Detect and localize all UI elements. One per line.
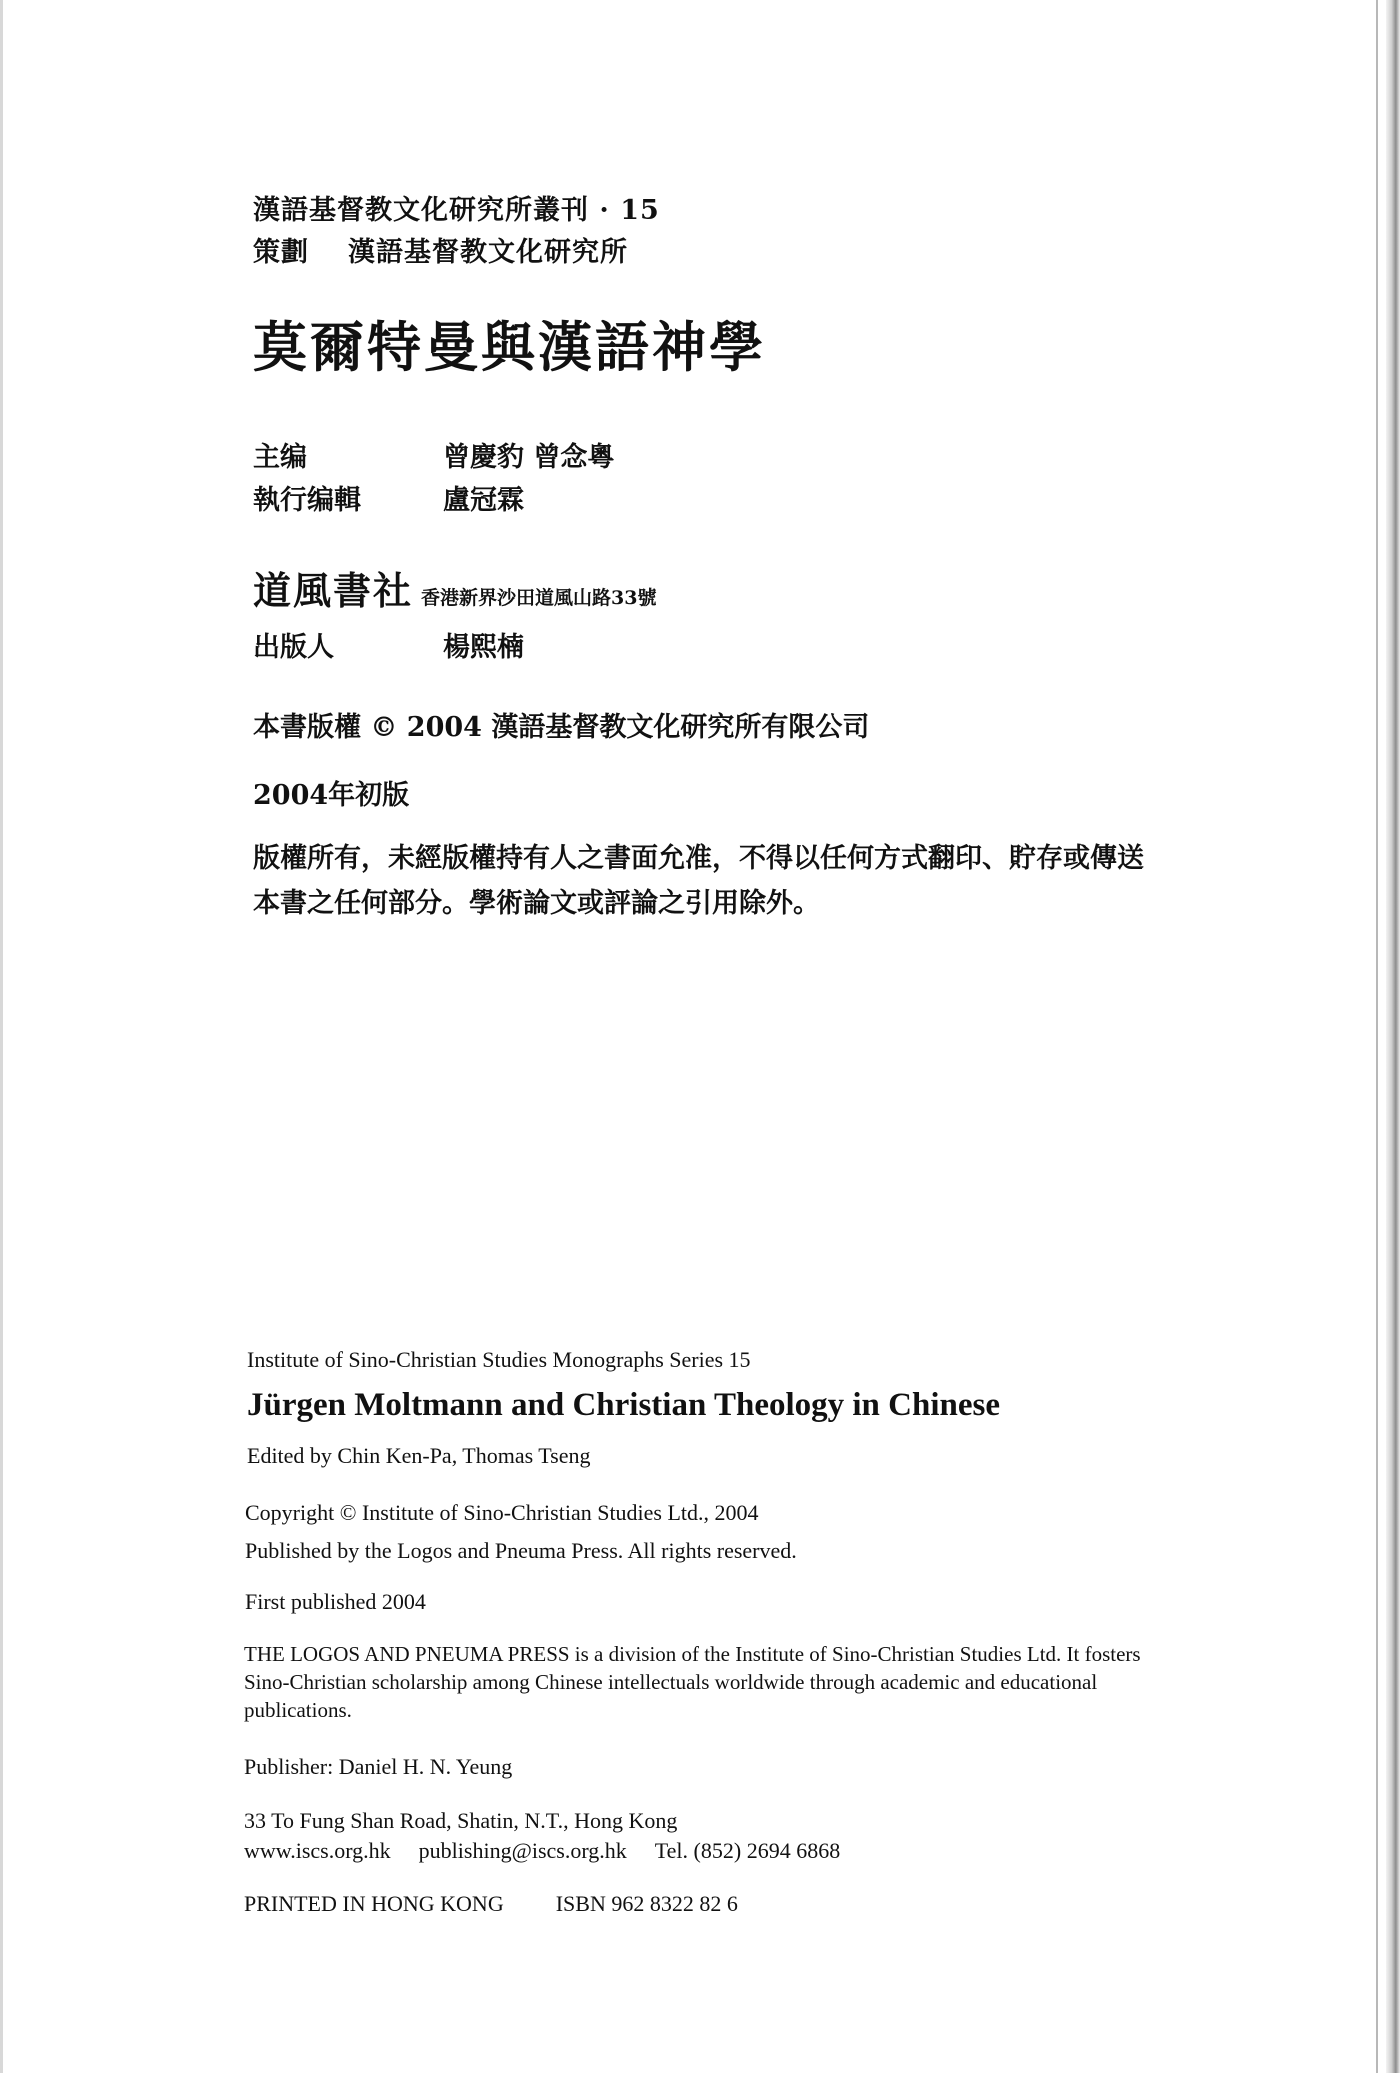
zh-editor-row [253,435,614,474]
en-publisher: Publisher: Daniel H. N. Yeung [244,1754,513,1779]
zh-series-line: 漢語基督教文化研究所叢刊 · 15 [253,195,660,226]
zh-press-address: 香港新界沙田道風山路33號 [421,587,657,609]
zh-first-edition: 2004年初版 [253,780,410,811]
en-contact-line [244,1838,840,1864]
zh-planning-line [253,230,628,269]
zh-press-name: 道風書社 [253,568,414,613]
zh-exec-editor-value: 盧冠霖 [443,485,524,516]
zh-publisher-label: 出版人 [253,632,334,663]
en-edited-by: Edited by Chin Ken-Pa, Thomas Tseng [247,1443,591,1468]
en-telephone: Tel. (852) 2694 6868 [654,1838,841,1863]
en-print-line [244,1891,738,1917]
en-book-title: Jürgen Moltmann and Christian Theology in Chinese [247,1387,1001,1423]
zh-editor-label: 主编 [253,442,307,473]
en-press-description: THE LOGOS AND PNEUMA PRESS is a division of the Institute of Sino-Christian Studies Ltd. It fosters Sino-Christian scholarship among Chinese intellectuals worldwide through academic and educational publications. [244,1642,1141,1722]
zh-planning-value: 漢語基督教文化研究所 [348,237,628,268]
zh-publisher-row [253,625,524,664]
en-isbn: ISBN 962 8322 82 6 [555,1891,738,1916]
zh-rights-notice [253,836,1203,926]
zh-book-title: 莫爾特曼與漢語神學 [253,315,766,379]
zh-publisher-value: 楊熙楠 [443,632,524,663]
en-copyright: Copyright © Institute of Sino-Christian Studies Ltd., 2004 [245,1500,759,1525]
page-edge-left [0,0,3,2073]
en-address: 33 To Fung Shan Road, Shatin, N.T., Hong Kong [244,1808,678,1833]
page-edge-line [1376,0,1378,2073]
zh-rights-line-2: 本書之任何部分。學術論文或評論之引用除外。 [253,888,820,919]
page-edge-right [1386,0,1400,2073]
zh-rights-line-1: 版權所有，未經版權持有人之書面允准，不得以任何方式翻印、貯存或傳送 [253,843,1144,874]
zh-exec-editor-row [253,478,524,517]
zh-press-line [253,560,656,615]
en-email: publishing@iscs.org.hk [418,1838,627,1863]
en-website: www.iscs.org.hk [244,1838,391,1863]
zh-exec-editor-label: 執行编輯 [253,485,361,516]
zh-editor-value: 曾慶豹 曾念粵 [443,442,615,473]
en-published-by: Published by the Logos and Pneuma Press. All rights reserved. [245,1538,797,1563]
en-printed-in: PRINTED IN HONG KONG [244,1891,504,1916]
zh-copyright: 本書版權 © 2004 漢語基督教文化研究所有限公司 [253,712,870,743]
en-series-line: Institute of Sino-Christian Studies Monographs Series 15 [247,1347,751,1372]
en-first-published: First published 2004 [245,1589,426,1614]
zh-planning-label: 策劃 [253,237,309,268]
